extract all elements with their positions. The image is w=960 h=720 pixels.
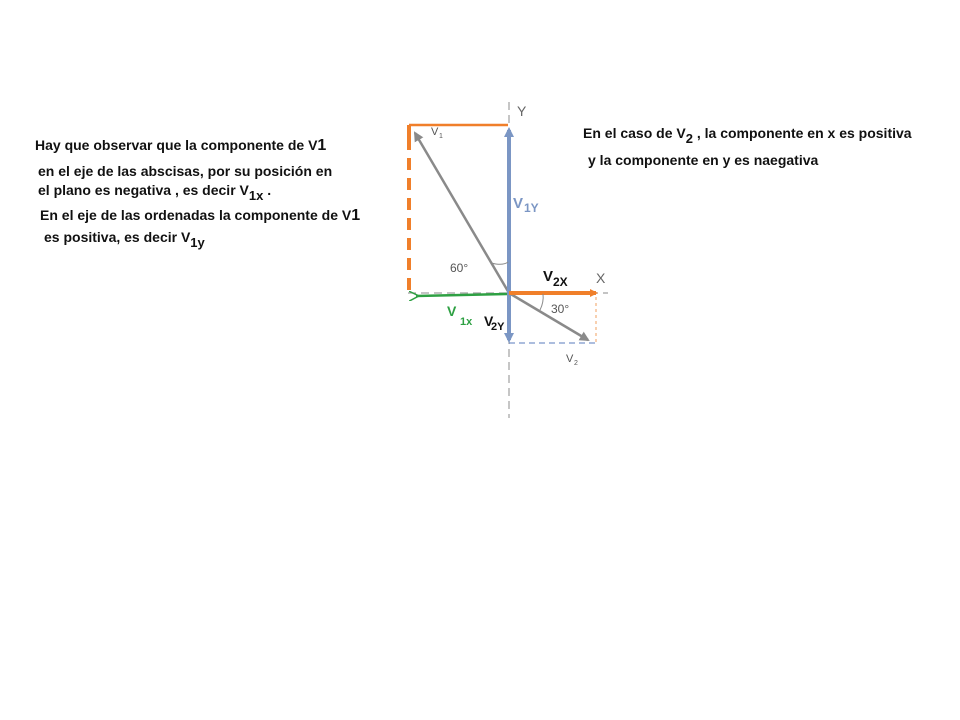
right-line-2-text: y la componente en y es naegativa: [588, 152, 819, 168]
angle-arc-30: [540, 294, 543, 310]
v2x-label: [543, 268, 568, 289]
left-line-1-text: Hay que observar que la componente de V: [35, 137, 318, 153]
left-line-2-text: en el eje de las abscisas, por su posición en: [38, 163, 333, 179]
right-line-1-text: En el caso de V: [583, 125, 686, 141]
v2x-label-main: V: [543, 268, 554, 285]
v2-label-main: V: [566, 353, 574, 365]
v1x-component: [416, 294, 507, 296]
x-axis-label: X: [596, 270, 606, 286]
v2x-label-sub: 2X: [553, 275, 568, 289]
v1-label-main: V: [431, 126, 439, 138]
v1y-label-sub: 1Y: [524, 201, 539, 215]
left-line-3-text: el plano es negativa , es decir V: [38, 182, 249, 198]
right-line-1-post: , la componente en x es positiva: [692, 125, 912, 141]
left-line-3-post: .: [263, 182, 272, 198]
v2-label-sub: 2: [574, 360, 578, 367]
angle-60-label: 60°: [450, 261, 469, 275]
left-line-4-text: En el eje de las ordenadas la componente de V: [40, 207, 352, 223]
v1x-label-main: V: [447, 303, 457, 319]
v1-label-sub: 1: [439, 133, 443, 140]
v2y-label: [484, 313, 505, 333]
v2y-label-sub: 2Y: [491, 321, 505, 333]
angle-arc-60: [491, 262, 508, 264]
v2-vector: [509, 293, 588, 340]
v2y-label-main: V: [484, 313, 494, 329]
v1x-label-sub: 1x: [460, 316, 473, 328]
left-line-5-text: es positiva, es decir V: [44, 229, 191, 245]
v1y-label-main: V: [513, 195, 524, 212]
v1x-label: [447, 303, 473, 328]
v2-label: [566, 353, 578, 367]
right-line-1-sub: 2: [685, 131, 693, 146]
v1y-label: [513, 195, 539, 215]
angle-30-label: 30°: [551, 302, 570, 316]
v1-label: [431, 126, 443, 140]
left-line-3-sub: 1x: [248, 188, 264, 203]
left-line-1-sub: 1: [317, 137, 327, 154]
left-line-4-sub: 1: [351, 207, 361, 224]
y-axis-label: Y: [517, 103, 527, 119]
left-line-5-sub: 1y: [190, 235, 205, 250]
